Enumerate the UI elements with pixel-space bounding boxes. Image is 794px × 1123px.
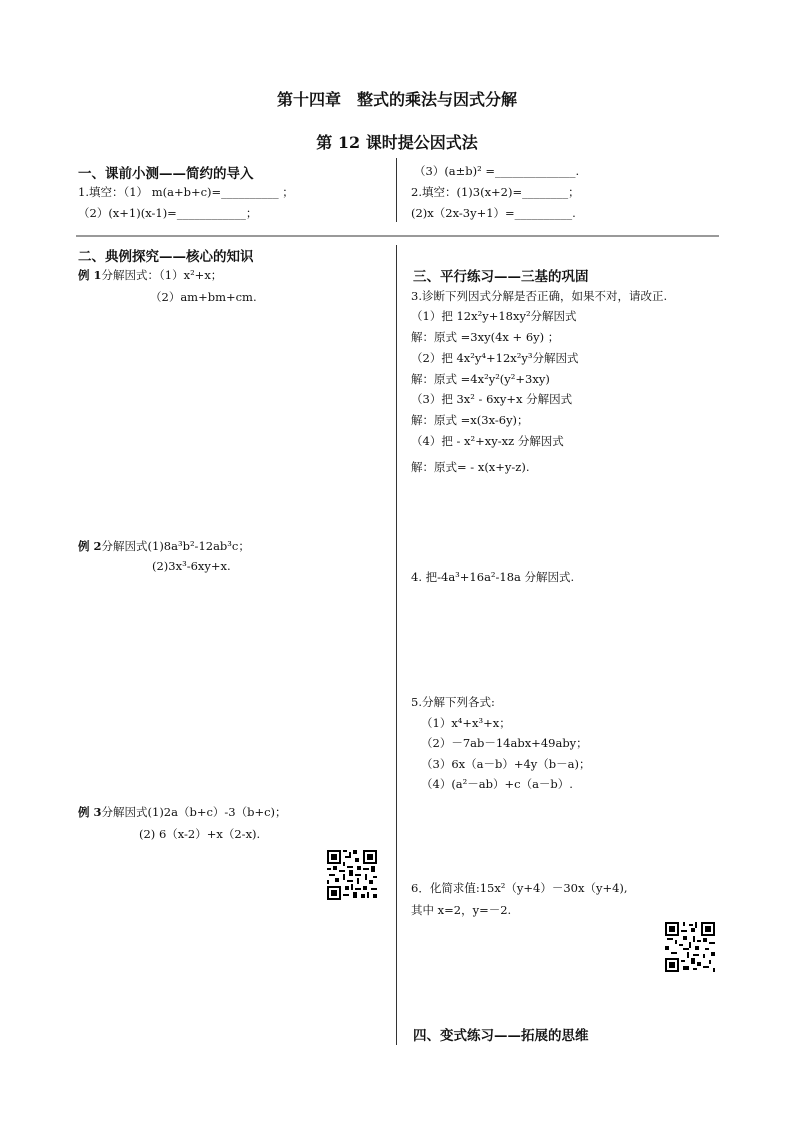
q5-intro: 5.分解下列各式: <box>411 695 495 709</box>
qr-code-icon <box>327 850 377 900</box>
qr-code-icon <box>665 922 715 972</box>
example1-label: 例 1 <box>78 268 102 282</box>
section1-divider <box>396 158 397 222</box>
q3-item1: （1）把 12x²y+18xy²分解因式 <box>411 309 577 323</box>
q3-item1-answer: 解：原式 =3xy(4x + 6y) ； <box>411 330 560 344</box>
section4-heading: 四、变式练习——拓展的思维 <box>413 1028 589 1044</box>
example1-text: 分解因式：（1）x²+x； <box>101 268 223 282</box>
q3-intro: 3.诊断下列因式分解是否正确，如果不对，请改正. <box>411 289 668 303</box>
q1-part2: （2）(x+1)(x-1)=____________； <box>78 206 258 220</box>
column-divider <box>396 245 397 1045</box>
section3-heading: 三、平行练习——三基的巩固 <box>413 269 589 285</box>
example3-label: 例 3 <box>78 805 102 819</box>
q5-item3: （3）6x（a－b）+4y（b－a)； <box>421 757 591 771</box>
q3-item2-answer: 解：原式 =4x²y²(y²+3xy) <box>411 372 550 386</box>
q4: 4. 把-4a³+16a²-18a 分解因式. <box>411 570 575 584</box>
q2-part1: 2.填空：(1)3(x+2)=________； <box>411 185 580 199</box>
example1-line1 <box>78 267 222 283</box>
q3-item4-answer: 解：原式= - x(x+y-z). <box>411 460 530 474</box>
q1-part1: 1.填空：（1） m(a+b+c)=__________ ； <box>78 185 294 199</box>
q6-line2: 其中 x=2，y=－2. <box>411 903 512 917</box>
example3-text: 分解因式(1)2a（b+c）-3（b+c)； <box>101 805 287 819</box>
section-separator <box>76 235 719 237</box>
q3-item3: （3）把 3x² - 6xy+x 分解因式 <box>411 392 573 406</box>
example3-line2: (2) 6（x-2）+x（2-x). <box>139 827 261 841</box>
example2-label: 例 2 <box>78 539 102 553</box>
q5-item4: （4）(a²－ab）+c（a－b）. <box>421 777 573 791</box>
q2-part2: (2)x（2x-3y+1）=__________. <box>411 206 576 220</box>
q6-line1: 6．化简求值:15x²（y+4）－30x（y+4), <box>411 881 628 895</box>
q5-item2: （2）－7ab－14abx+49aby； <box>421 736 588 750</box>
example2-text: 分解因式(1)8a³b²-12ab³c； <box>101 539 250 553</box>
q3-item4: （4）把 - x²+xy-xz 分解因式 <box>411 434 564 448</box>
example3-line1 <box>78 804 287 820</box>
q5-item1: （1）x⁴+x³+x； <box>421 716 511 730</box>
example2-line1 <box>78 538 250 554</box>
section1-heading: 一、课前小测——简约的导入 <box>78 166 254 182</box>
section2-heading: 二、典例探究——核心的知识 <box>78 249 254 265</box>
lesson-title: 第 12 课时提公因式法 <box>316 133 478 152</box>
q3-item2: （2）把 4x²y⁴+12x²y³分解因式 <box>411 351 579 365</box>
chapter-title: 第十四章 整式的乘法与因式分解 <box>276 90 517 109</box>
example1-line2: （2）am+bm+cm. <box>150 290 257 304</box>
example2-line2: (2)3x³-6xy+x. <box>152 559 231 573</box>
q3-item3-answer: 解：原式 =x(3x-6y)； <box>411 413 529 427</box>
q1-part3: （3）(a±b)² =______________. <box>414 164 580 178</box>
